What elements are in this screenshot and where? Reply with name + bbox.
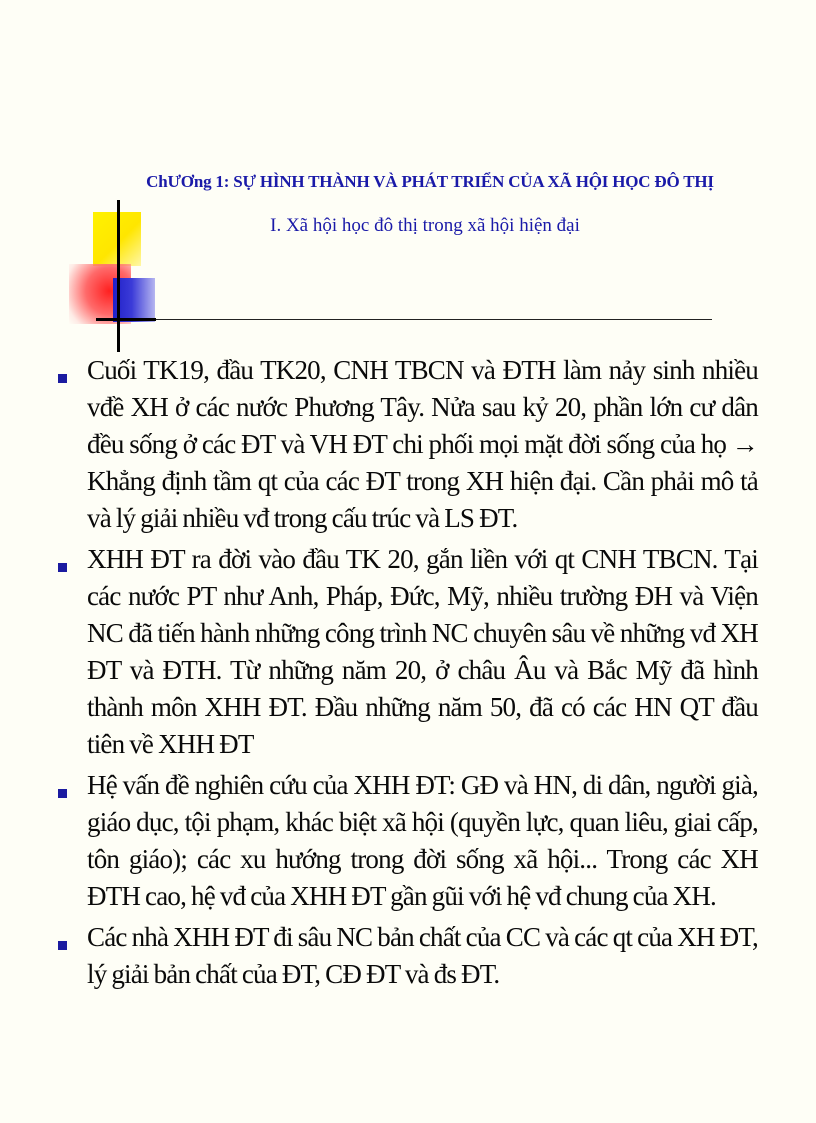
square-bullet-icon [58, 563, 67, 572]
bullet-list [58, 352, 758, 997]
bullet-item [58, 352, 758, 537]
square-bullet-icon [58, 374, 67, 383]
slide-title: ChƯƠng 1: SỰ HÌNH THÀNH VÀ PHÁT TRIỂN CỦA XÃ HỘI HỌC ĐÔ THỊ [146, 172, 714, 191]
bullet-item [58, 541, 758, 763]
bullet-text: Các nhà XHH ĐT đi sâu NC bản chất của CC và các qt của XH ĐT, lý giải bản chất của ĐT, CĐ ĐT và đs ĐT. [87, 922, 758, 989]
bullet-text: XHH ĐT ra đời vào đầu TK 20, gắn liền với qt CNH TBCN. Tại các nước PT như Anh, Pháp, Đức, Mỹ, nhiều trường ĐH và Viện NC đã tiến hành những công trình NC chuyên sâu về những vđ XH ĐT và ĐTH. Từ những năm 20, ở châu Âu và Bắc Mỹ đã hình thành môn XHH ĐT. Đầu những năm 50, đã có các HN QT đầu tiên về XHH ĐT [87, 544, 758, 759]
decor-vertical-line [117, 200, 120, 352]
decor-horizontal-line [96, 319, 712, 320]
bullet-item [58, 919, 758, 993]
square-bullet-icon [58, 789, 67, 798]
bullet-text: Cuối TK19, đầu TK20, CNH TBCN và ĐTH làm nảy sinh nhiều vđề XH ở các nước Phương Tây. Nửa sau kỷ 20, phần lớn cư dân đều sống ở các ĐT và VH ĐT chi phối mọi mặt đời sống của họ → Khẳng định tầm qt của các ĐT trong XH hiện đại. Cần phải mô tả và lý giải nhiều vđ trong cấu trúc và LS ĐT. [87, 355, 758, 533]
bullet-item [58, 767, 758, 915]
square-bullet-icon [58, 941, 67, 950]
bullet-text: Hệ vấn đề nghiên cứu của XHH ĐT: GĐ và HN, di dân, người già, giáo dục, tội phạm, khác biệt xã hội (quyền lực, quan liêu, giai cấp, tôn giáo); các xu hướng trong đời sống xã hội... Trong các XH ĐTH cao, hệ vđ của XHH ĐT gần gũi với hệ vđ chung của XH. [87, 770, 758, 911]
decor-horizontal-line-accent [96, 318, 156, 321]
slide-subtitle: I. Xã hội học đô thị trong xã hội hiện đại [270, 215, 580, 236]
